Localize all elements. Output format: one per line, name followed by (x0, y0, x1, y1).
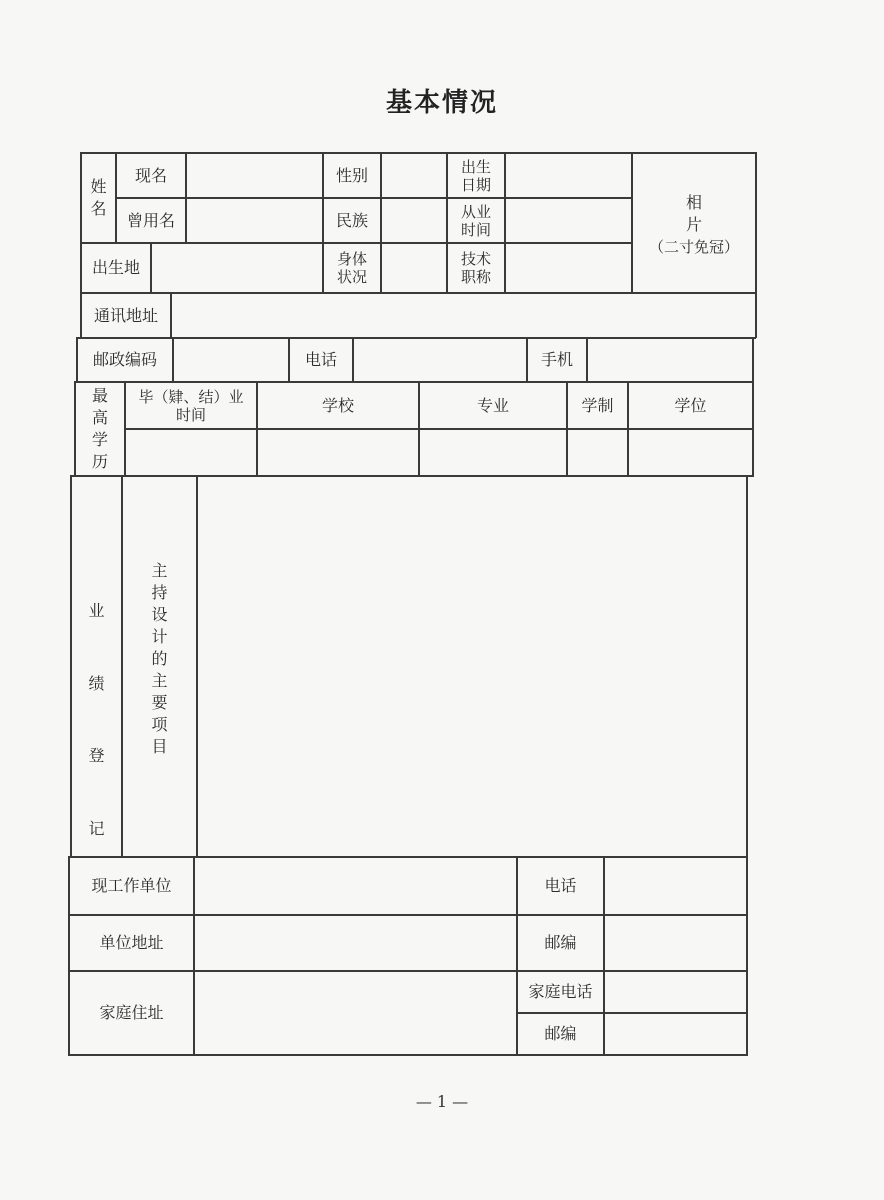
work-start-field[interactable] (506, 199, 631, 242)
phone-field[interactable] (354, 339, 526, 381)
major-label: 专业 (476, 395, 509, 415)
achievement-char: 记 (88, 818, 105, 838)
border-right-1 (755, 152, 757, 338)
graduation-time-label: 毕（肄、结）业时间 (138, 387, 244, 424)
birth-date-field[interactable] (506, 154, 631, 197)
employer-address-label: 单位地址 (99, 933, 164, 952)
health-label: 身体状况 (336, 250, 367, 286)
birthplace-label: 出生地 (91, 258, 140, 277)
mobile-field[interactable] (588, 339, 752, 381)
graduation-time-field[interactable] (126, 430, 256, 475)
degree-label: 学位 (674, 395, 707, 415)
employer-zip-field[interactable] (605, 916, 746, 970)
photo-label: 相片 (685, 193, 702, 234)
border-bottom (68, 1054, 746, 1056)
current-name-label: 现名 (134, 165, 167, 185)
page-title: 基本情况 (385, 88, 498, 118)
mobile-label: 手机 (540, 350, 573, 369)
current-employer-label: 现工作单位 (91, 876, 172, 895)
gender-field[interactable] (382, 154, 446, 197)
achievement-char: 绩 (88, 673, 105, 693)
employer-zip-label: 邮编 (544, 933, 577, 952)
former-name-field[interactable] (187, 199, 322, 242)
home-address-field[interactable] (195, 972, 516, 1054)
education-char: 高 (91, 408, 108, 427)
highest-education-label (76, 383, 124, 475)
major-field[interactable] (420, 430, 566, 475)
achievement-char: 登 (88, 746, 105, 766)
border-right-2 (752, 337, 754, 477)
employer-address-field[interactable] (195, 916, 516, 970)
ethnicity-field[interactable] (382, 199, 446, 242)
photo-note: （二寸免冠） (648, 238, 739, 256)
education-char: 学 (91, 430, 108, 449)
education-char: 历 (91, 452, 108, 471)
birthplace-field[interactable] (152, 244, 322, 292)
degree-field[interactable] (629, 430, 752, 475)
current-employer-field[interactable] (195, 858, 516, 914)
mailing-address-label: 通讯地址 (93, 305, 158, 325)
home-phone-field[interactable] (605, 972, 746, 1012)
postal-code-field[interactable] (174, 339, 288, 381)
photo-box[interactable] (633, 170, 755, 280)
study-length-field[interactable] (568, 430, 627, 475)
current-name-field[interactable] (187, 154, 322, 197)
main-projects-field[interactable] (198, 477, 746, 856)
former-name-label: 曾用名 (126, 210, 175, 230)
home-phone-label: 家庭电话 (528, 982, 593, 1001)
mailing-address-field[interactable] (172, 294, 755, 337)
name-group-char: 姓 (90, 177, 107, 196)
tech-title-field[interactable] (506, 244, 631, 292)
employer-phone-field[interactable] (605, 858, 746, 914)
school-label: 学校 (321, 395, 354, 415)
birth-date-label: 出生日期 (460, 157, 491, 194)
postal-code-label: 邮政编码 (92, 350, 157, 369)
home-zip-label: 邮编 (544, 1024, 577, 1043)
employer-phone-label: 电话 (544, 876, 577, 895)
education-char: 最 (91, 386, 108, 405)
border-right-3 (746, 475, 748, 1056)
school-field[interactable] (258, 430, 418, 475)
achievement-record-label (72, 600, 121, 840)
health-field[interactable] (382, 244, 446, 292)
home-address-label: 家庭住址 (99, 1003, 164, 1022)
work-start-label: 从业时间 (460, 202, 491, 239)
achievement-char: 业 (88, 601, 105, 620)
main-projects-label (123, 560, 196, 780)
gender-label: 性别 (335, 165, 368, 185)
page-number: — 1 — (415, 1092, 469, 1111)
name-group-label (82, 154, 115, 242)
main-projects-text: 主持设计的主要项目 (151, 561, 168, 756)
study-length-label: 学制 (581, 395, 614, 415)
name-group-char: 名 (90, 199, 107, 218)
home-zip-field[interactable] (605, 1014, 746, 1054)
tech-title-label: 技术职称 (460, 250, 491, 286)
phone-label: 电话 (304, 350, 337, 369)
ethnicity-label: 民族 (335, 210, 368, 230)
